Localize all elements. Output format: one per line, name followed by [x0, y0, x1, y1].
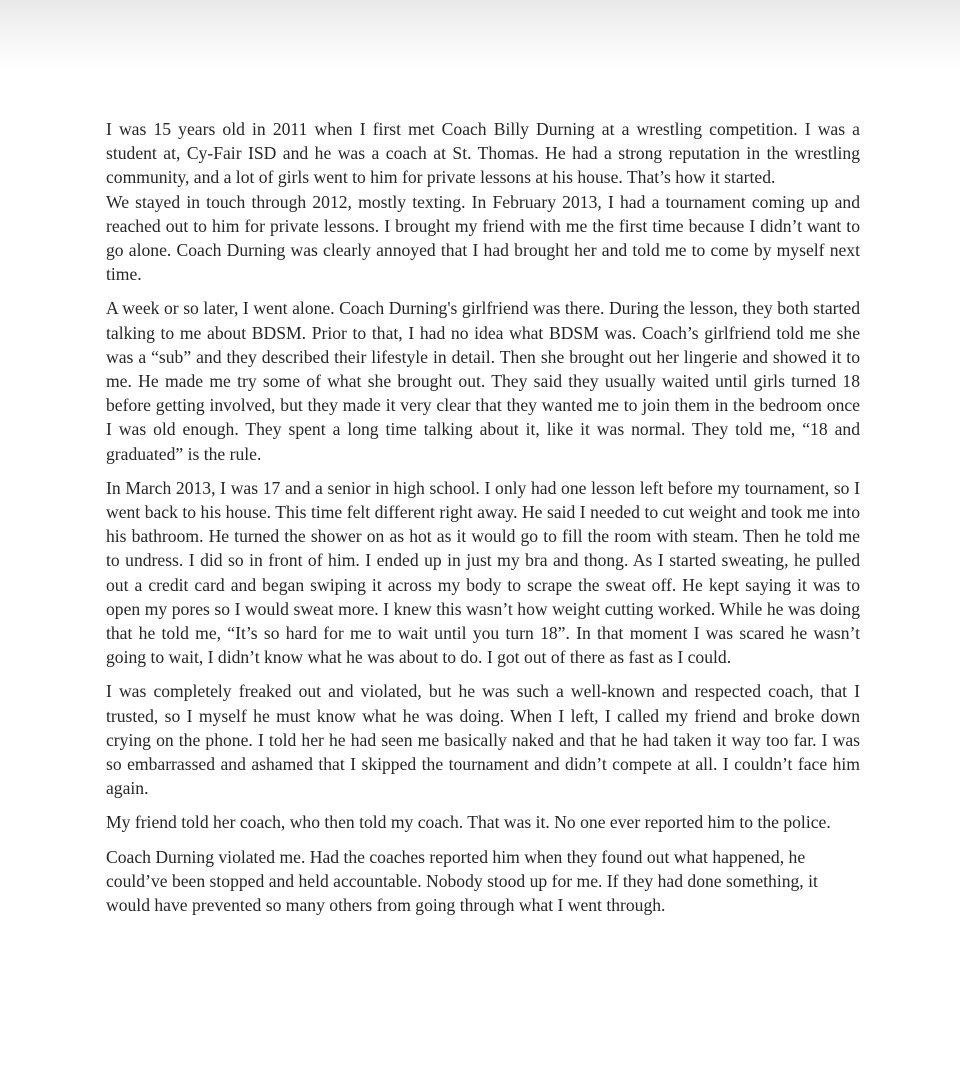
paragraph-march-2013: In March 2013, I was 17 and a senior in high school. I only had one lesson left before my tournament, so I went back to his house. This time felt different right away. He said I needed to cut weight and took me into his bathroom. He turned the shower on as hot as it would go to fill the room with steam. Then he told me to undress. I did so in front of him. I ended up in just my bra and thong. As I started sweating, he pulled out a credit card and began swiping it across my body to scrape the sweat off. He kept saying it was to open my pores so I would sweat more. I knew this wasn’t how weight cutting worked. While he was doing that he told me, “It’s so hard for me to wait until you turn 18”. In that moment I was scared he wasn’t going to wait, I didn’t know what he was about to do. I got out of there as fast as I could.	[106, 477, 860, 668]
paragraph-conclusion: Coach Durning violated me. Had the coaches reported him when they found out what happened, he could’ve been stopped and held accountable. Nobody stood up for me. If they had done something, it would have prevented so many others from going through what I went through.	[106, 846, 818, 916]
paragraph-aftermath: I was completely freaked out and violated, but he was such a well-known and respected coach, that I trusted, so I myself he must know what he was doing. When I left, I called my friend and broke down crying on the phone. I told her he had seen me basically naked and that he had taken it way too far. I was so embarrassed and ashamed that I skipped the tournament and didn’t compete at all. I couldn’t face him again.	[106, 681, 860, 799]
top-shadow	[0, 0, 960, 70]
paragraph-week-later: A week or so later, I went alone. Coach Durning's girlfriend was there. During the lesson, they both started talking to me about BDSM. Prior to that, I had no idea what BDSM was. Coach’s girlfriend told me she was a “sub” and they described their lifestyle in detail. Then she brought out her lingerie and showed it to me. He made me try some of what she brought out. They said they usually waited until girls turned 18 before getting involved, but they made it very clear that they wanted me to join them in the bedroom once I was old enough. They spent a long time talking about it, like it was normal. They told me, “18 and graduated” is the rule.	[106, 298, 860, 464]
statement-document	[106, 117, 860, 927]
paragraph-not-reported: My friend told her coach, who then told my coach. That was it. No one ever reported him to the police.	[106, 812, 831, 833]
paragraph-first-meeting: I was 15 years old in 2011 when I first met Coach Billy Durning at a wrestling competition. I was a student at, Cy-Fair ISD and he was a coach at St. Thomas. He had a strong reputation in the wrestling community, and a lot of girls went to him for private lessons at his house. That’s how it started.	[106, 119, 860, 188]
paragraph-private-lessons: We stayed in touch through 2012, mostly texting. In February 2013, I had a tournament coming up and reached out to him for private lessons. I brought my friend with me the first time because I didn’t want to go alone. Coach Durning was clearly annoyed that I had brought her and told me to come by myself next time.	[106, 191, 860, 285]
